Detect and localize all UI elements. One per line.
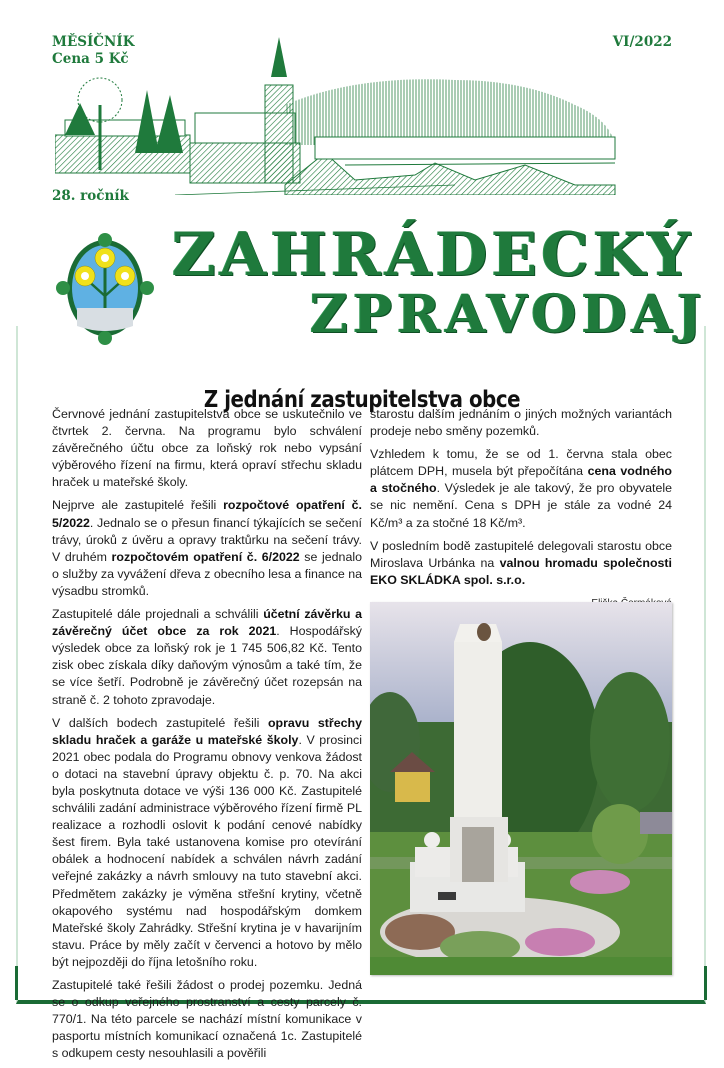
body-text: Nejprve ale zastupitelé řešili <box>52 498 224 513</box>
article-paragraph <box>52 977 362 1062</box>
emphasis-text: valnou hromadu společnosti EKO SKLÁDKA spol. s.r.o. <box>370 555 672 587</box>
article-column-right <box>370 406 672 612</box>
body-text: . Hospodářský výsledek obce za loňský rok je 1 745 506,82 Kč. Tento zisk obec získala díky daňovým výnosům a také tím, že se více šetří. Podrobně je závěrečný účet rozepsán na straně č. 2 tohoto zpravodaje. <box>52 624 362 707</box>
article-paragraph <box>52 406 362 491</box>
body-text: Zastupitelé také řešili žádost o prodej pozemku. Jedná se o odkup veřejného prostranství a cesty parcely č. 770/1. Na této parcele se nachází místní komunikace v pasportu místních komunikací označená 1c. Zastupitelé s odkupem cesty nesouhlasili a pověřili <box>52 978 362 1061</box>
article-paragraph <box>370 538 672 589</box>
body-text: Zastupitelé dále projednali a schválili <box>52 607 264 622</box>
body-text: se jednalo o služby za vyvážení dřeva z obecního lesa a finance na výsadbu stromků. <box>52 549 362 598</box>
price: Cena 5 Kč <box>52 51 129 67</box>
newsletter-title-line1: ZAHRÁDECKÝ <box>172 220 695 290</box>
body-text: Červnové jednání zastupitelstva obce se uskutečnilo ve čtvrtek 2. června. Na programu bylo schválení závěrečného účtu obce za loňský rok nebo vypsání výběrového řízení na firmu, která opraví střechu skladu hraček u mateřské školy. <box>52 407 362 490</box>
publication-type: MĚSÍČNÍK <box>52 34 135 50</box>
village-illustration <box>55 35 645 195</box>
memorial-photo <box>370 602 672 975</box>
article-column-left <box>52 406 362 1068</box>
body-text: Vzhledem k tomu, že se od 1. června stala obec plátcem DPH, musela být přepočítána <box>370 447 672 479</box>
body-text: . Jednalo se o přesun financí týkajících se sečení trávy, úroků z úvěru a opravy traktůrku na sečení trávy. V druhém <box>52 515 362 564</box>
article-paragraph <box>370 406 672 440</box>
body-text: . V prosinci 2021 obec podala do Programu obnovy venkova žádost o dotaci na stavební úpravy objektu č. p. 70. Na akci byla poskytnuta dotace ve výši 136 000 Kč. Zastupitelé schválili zadání administrace výběrového řízení firmě PL realizace a rozhodli oslovit k podání cenové nabídky šest firem. Byla také ustanovena komise pro otevírání obálek a hodnocení nabídek a schválen návrh zadání veřejné zakázky a návrh smlouvy na tuto stavební akci. Předmětem zakázky je výměna střešní krytiny, včetně okapového systému nad hospodářským domkem Mateřské školy Zahrádky. Střešní krytina je v havarijním stavu. Práce by měly začít v červenci a hotovo by mělo být nejpozději do října letošního roku. <box>52 732 362 969</box>
body-text: V posledním bodě zastupitelé delegovali starostu obce Miroslava Urbánka na <box>370 538 672 570</box>
article-headline: Z jednání zastupitelstva obce <box>203 387 521 414</box>
volume-label: 28. ročník <box>52 188 129 204</box>
article-paragraph <box>52 606 362 709</box>
emphasis-text: opravu střechy skladu hraček a garáže u mateřské školy <box>52 715 362 747</box>
emphasis-text: cena vodného a stočného <box>370 464 672 496</box>
article-paragraph <box>52 715 362 971</box>
emphasis-text: účetní závěrku a závěrečný účet obce za rok 2021 <box>52 607 362 639</box>
body-text: starostu dalším jednáním o jiných možných variantách prodeje nebo směny pozemků. <box>370 407 672 439</box>
emphasis-text: rozpočtovém opatření č. 6/2022 <box>111 549 300 564</box>
article-paragraph <box>370 446 672 531</box>
body-text: V dalších bodech zastupitelé řešili <box>52 715 268 730</box>
newsletter-title-line2: ZPRAVODAJ <box>310 284 707 345</box>
article-paragraph <box>52 497 362 600</box>
body-text: . Výsledek je ale takový, že pro obyvatele se nic nemění. Cena s DPH je stále za vodné 24 Kč/m³ a za stočné 18 Kč/m³. <box>370 481 672 530</box>
issue-number: VI/2022 <box>612 34 672 50</box>
emphasis-text: rozpočtové opatření č. 5/2022 <box>52 498 362 530</box>
